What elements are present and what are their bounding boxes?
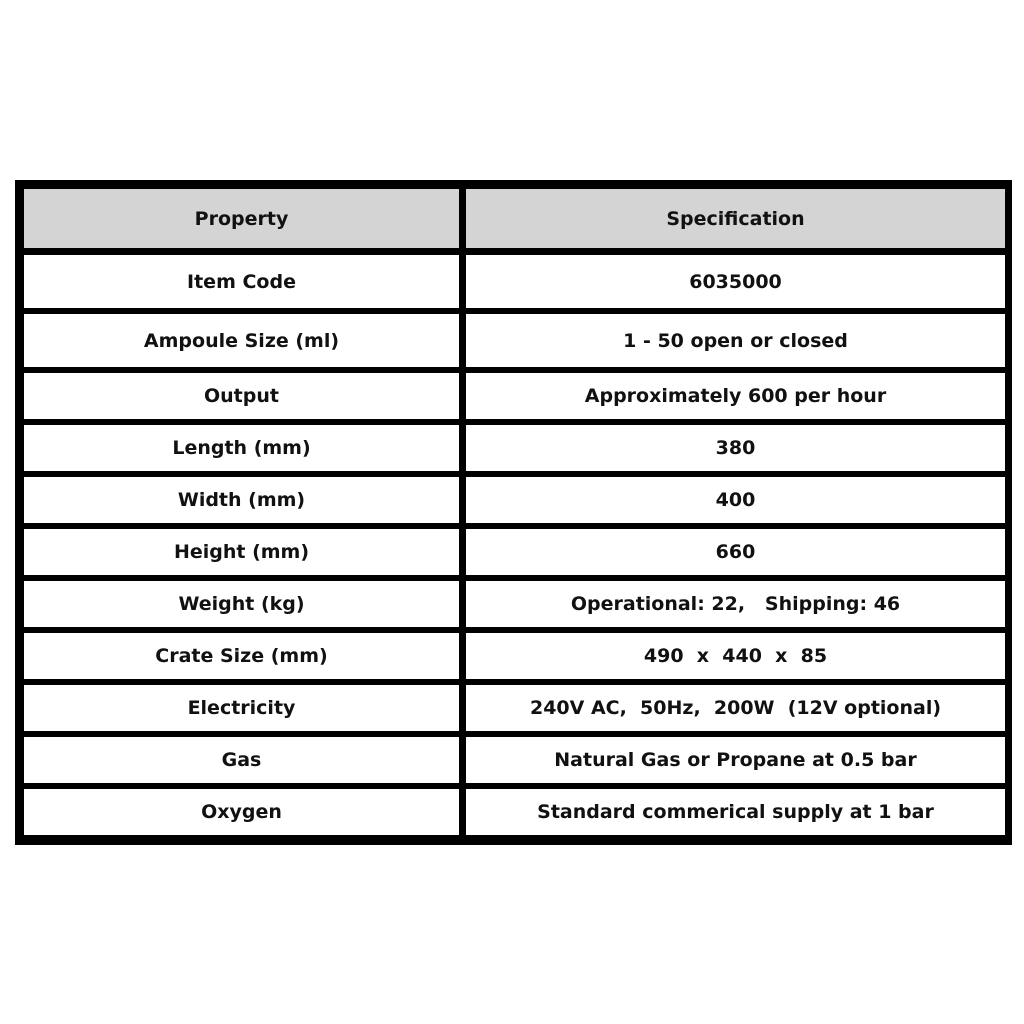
specification-table [15, 180, 1012, 845]
specification-cell: 400 [466, 477, 1005, 523]
table-row [24, 477, 1005, 523]
header-property: Property [24, 189, 459, 248]
property-cell: Output [24, 373, 459, 419]
specification-cell: Natural Gas or Propane at 0.5 bar [466, 737, 1005, 783]
property-cell: Height (mm) [24, 529, 459, 575]
specification-cell: Standard commerical supply at 1 bar [466, 789, 1005, 835]
property-cell: Gas [24, 737, 459, 783]
table-row [24, 633, 1005, 679]
table-row [24, 529, 1005, 575]
specification-cell: 240V AC, 50Hz, 200W (12V optional) [466, 685, 1005, 731]
property-cell: Oxygen [24, 789, 459, 835]
table-row [24, 737, 1005, 783]
table-row [24, 255, 1005, 308]
property-cell: Ampoule Size (ml) [24, 314, 459, 367]
property-cell: Weight (kg) [24, 581, 459, 627]
specification-cell: Approximately 600 per hour [466, 373, 1005, 419]
table-row [24, 581, 1005, 627]
specification-cell: 380 [466, 425, 1005, 471]
specification-cell: 1 - 50 open or closed [466, 314, 1005, 367]
table-row [24, 789, 1005, 835]
table-row [24, 425, 1005, 471]
property-cell: Width (mm) [24, 477, 459, 523]
table-header-row [24, 189, 1005, 248]
property-cell: Electricity [24, 685, 459, 731]
property-cell: Item Code [24, 255, 459, 308]
property-cell: Length (mm) [24, 425, 459, 471]
specification-cell: Operational: 22, Shipping: 46 [466, 581, 1005, 627]
header-specification: Specification [466, 189, 1005, 248]
property-cell: Crate Size (mm) [24, 633, 459, 679]
table-row [24, 373, 1005, 419]
specification-cell: 490 x 440 x 85 [466, 633, 1005, 679]
specification-cell: 6035000 [466, 255, 1005, 308]
table-row [24, 314, 1005, 367]
table-row [24, 685, 1005, 731]
specification-cell: 660 [466, 529, 1005, 575]
